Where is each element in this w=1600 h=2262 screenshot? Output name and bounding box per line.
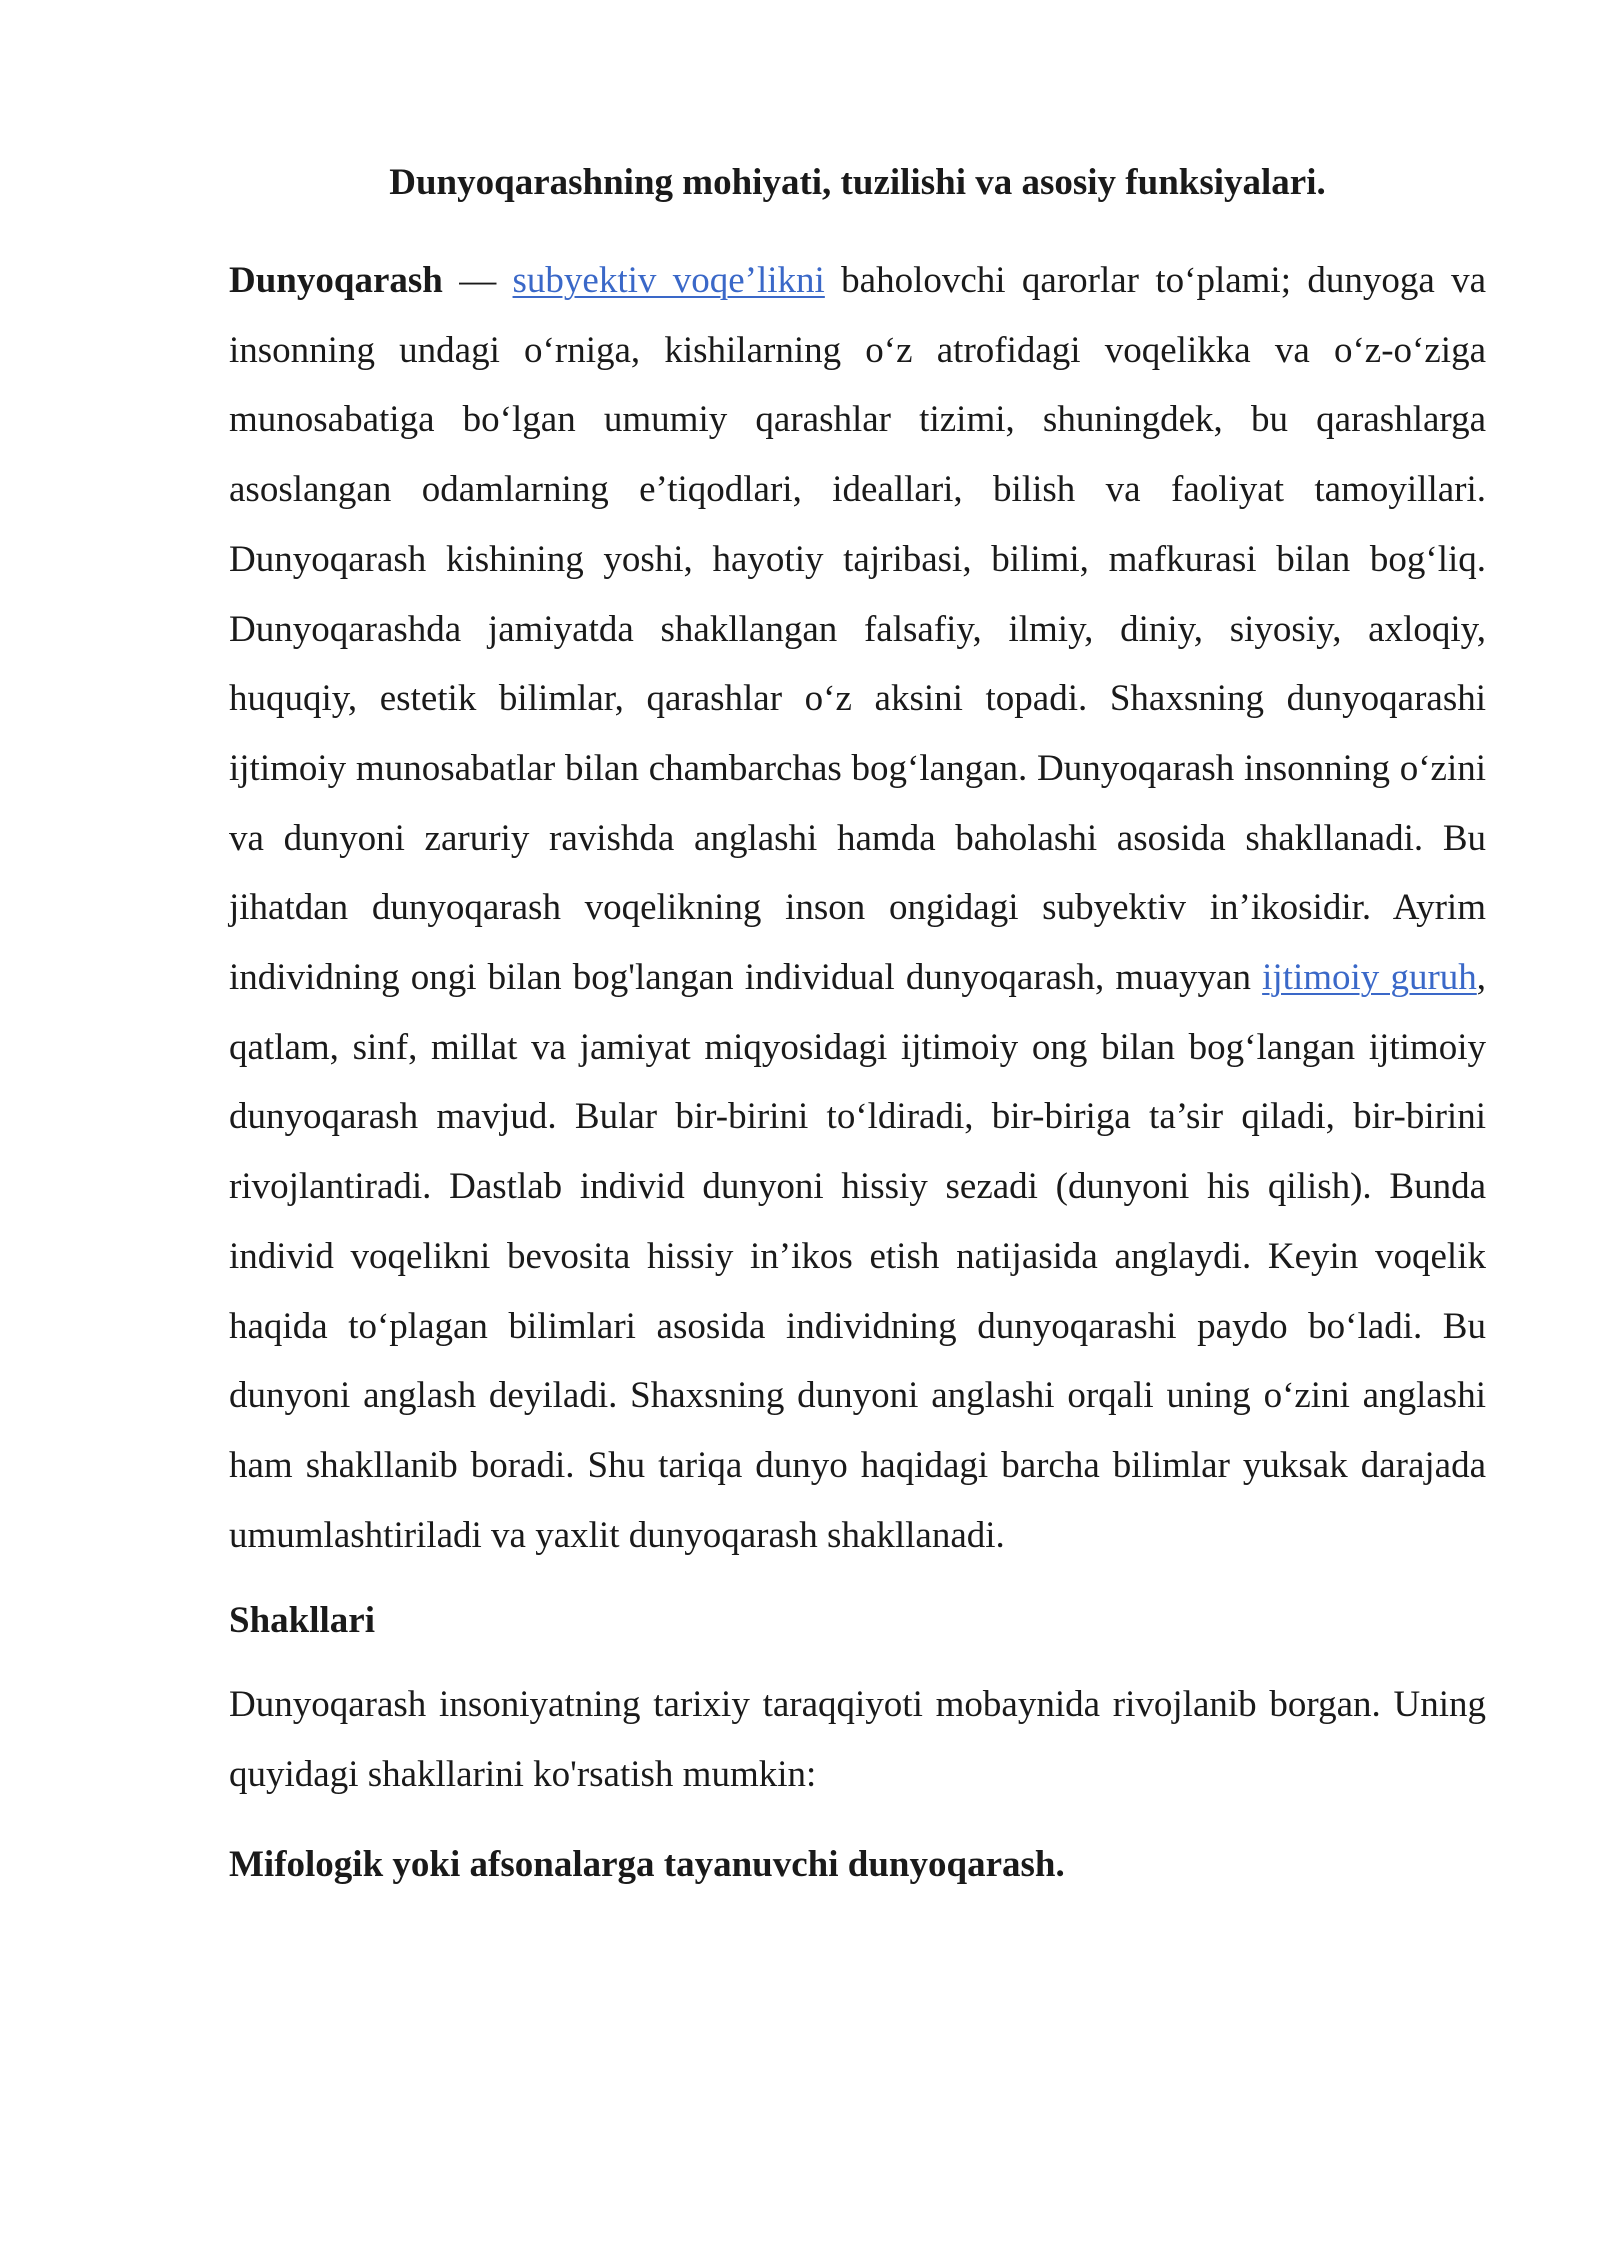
intro-paragraph	[229, 246, 1486, 1570]
intro-text-part2: , qatlam, sinf, millat va jamiyat miqyosidagi ijtimoiy ong bilan bog‘langan ijtimoiy dunyoqarash mavjud. Bular bir-birini to‘ldiradi, bir-biriga ta’sir qiladi, bir-birini rivojlantiradi. Dastlab individ dunyoni hissiy sezadi (dunyoni his qilish). Bunda individ voqelikni bevosita hissiy in’ikos etish natijasida anglaydi. Keyin voqelik haqida to‘plagan bilimlari asosida individning dunyoqarashi paydo bo‘ladi. Bu dunyoni anglash deyiladi. Shaxsning dunyoni anglashi orqali uning o‘zini anglashi ham shakllanib boradi. Shu tariqa dunyo haqidagi barcha bilimlar yuksak darajada umumlashtiriladi va yaxlit dunyoqarash shakllanadi.	[229, 957, 1487, 1556]
forms-paragraph: Dunyoqarash insoniyatning tarixiy taraqqiyoti mobaynida rivojlanib borgan. Uning quyidagi shakllarini ko'rsatish mumkin:	[229, 1684, 1486, 1796]
section-heading-mifologik: Mifologik yoki afsonalarga tayanuvchi dunyoqarash.	[229, 1843, 1065, 1885]
section-heading-shakllari: Shakllari	[229, 1600, 375, 1642]
intro-text-part1: baholovchi qarorlar to‘plami; dunyoga va insonning undagi o‘rniga, kishilarning o‘z atrofidagi voqelikka va o‘z-o‘ziga munosabatiga bo‘lgan umumiy qarashlar tizimi, shuningdek, bu qarashlarga asoslangan odamlarning e’tiqodlari, ideallari, bilish va faoliyat tamoyillari. Dunyoqarash kishining yoshi, hayotiy tajribasi, bilimi, mafkurasi bilan bog‘liq. Dunyoqarashda jamiyatda shakllangan falsafiy, ilmiy, diniy, siyosiy, axloqiy, huquqiy, estetik bilimlar, qarashlar o‘z aksini topadi. Shaxsning dunyoqarashi ijtimoiy munosabatlar bilan chambarchas bog‘langan. Dunyoqarash insonning o‘zini va dunyoni zaruriy ravishda anglashi hamda baholashi asosida shakllanadi. Bu jihatdan dunyoqarash voqelikning inson ongidagi subyektiv in’ikosidir. Ayrim individning ongi bilan bog'langan individual dunyoqarash, muayyan	[229, 260, 1487, 999]
document-page	[229, 160, 1486, 1888]
link-subyektiv-voqelik[interactable]: subyektiv voqe’likni	[512, 260, 825, 301]
document-title: Dunyoqarashning mohiyati, tuzilishi va asosiy funksiyalari.	[389, 162, 1326, 203]
term-dunyoqarash: Dunyoqarash	[229, 260, 443, 301]
link-ijtimoiy-guruh[interactable]: ijtimoiy guruh	[1262, 957, 1477, 999]
em-dash: —	[442, 260, 513, 301]
